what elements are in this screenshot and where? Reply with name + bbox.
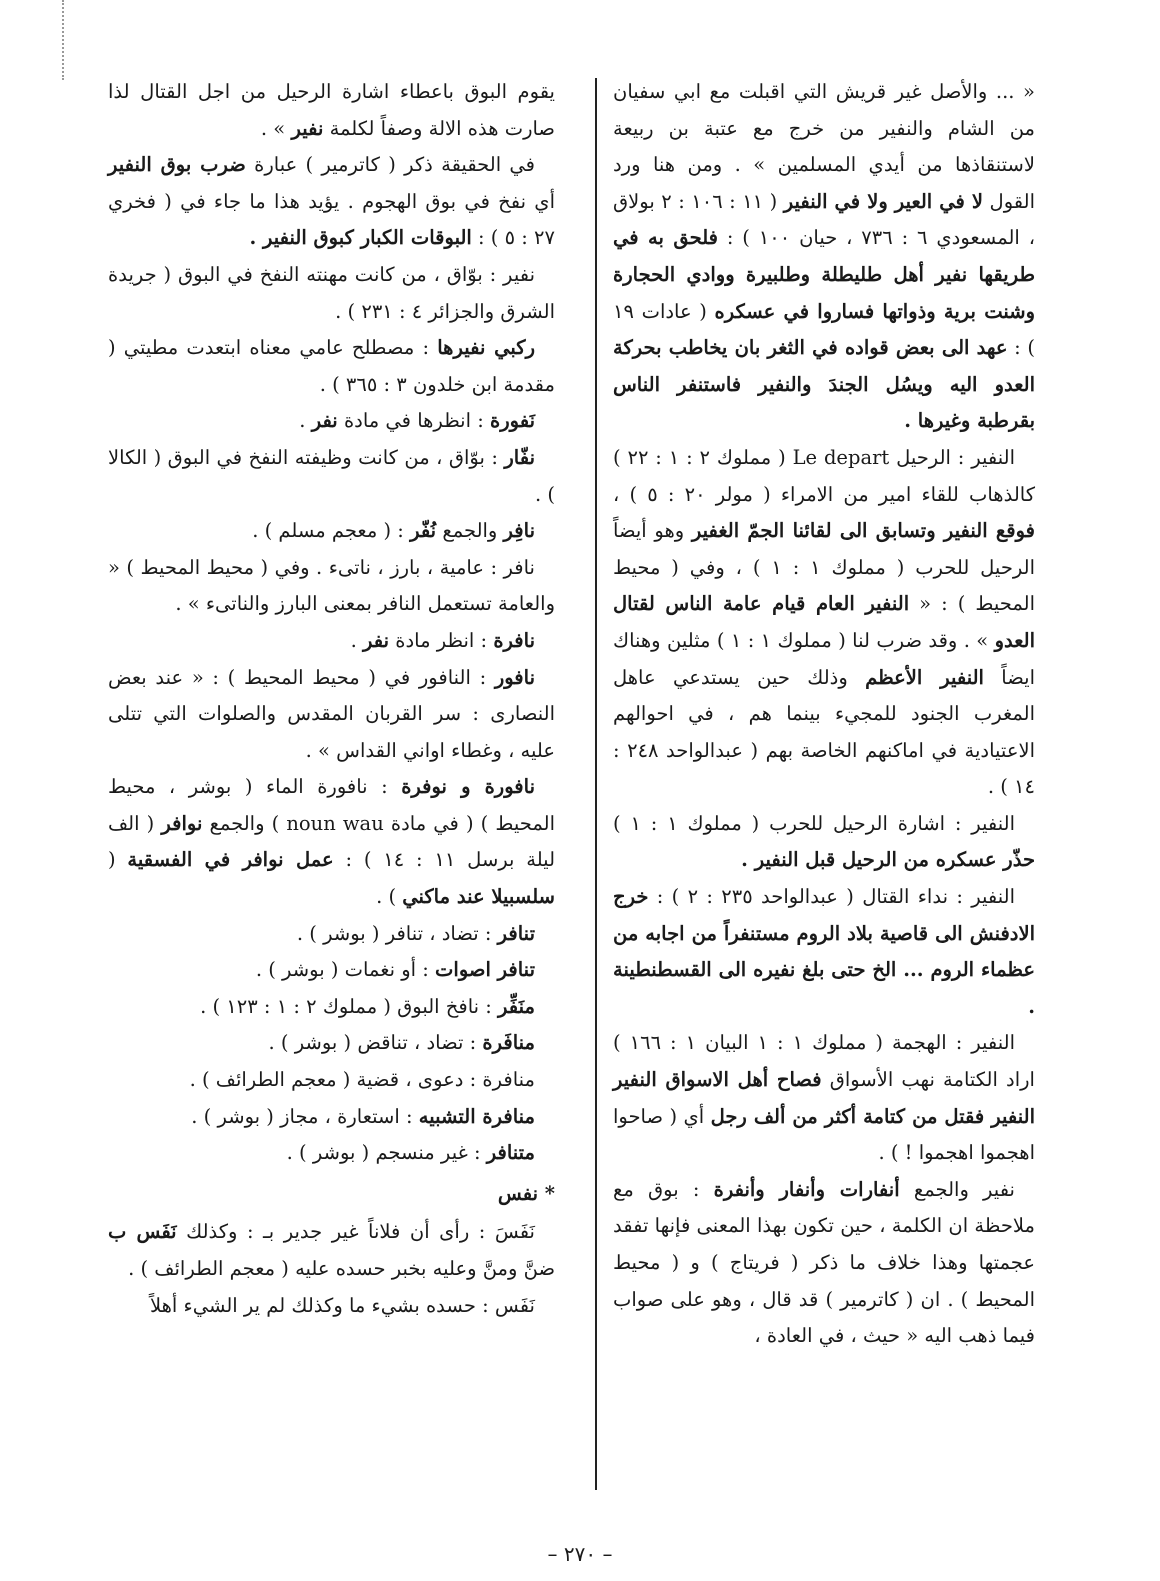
bold-term: ركبي نفيرها bbox=[437, 336, 535, 360]
bold-term: تنافر اصوات bbox=[435, 958, 535, 982]
paragraph bbox=[108, 660, 555, 770]
text-run: : تضاد ، تنافر ( بوشر ) . bbox=[296, 921, 498, 945]
text-run: نَفَس : حسده بشيء ما وكذلك لم ير الشيء أهلاً bbox=[150, 1293, 535, 1317]
paragraph bbox=[108, 1214, 555, 1287]
bold-term: نفر bbox=[363, 628, 390, 652]
text-run: : أو نغمات ( بوشر ) . bbox=[255, 958, 436, 982]
text-run: ( عادات ١٩ ) : bbox=[613, 299, 1035, 360]
text-run: : بوّاق ، من كانت وظيفته النفخ في البوق ( الكالا ) . bbox=[108, 445, 555, 506]
text-run: نفير : بوّاق ، من كانت مهنته النفخ في البوق ( جريدة الشرق والجزائر ٤ : ٢٣١ ) . bbox=[108, 262, 555, 323]
bold-term: نفير bbox=[291, 116, 324, 140]
text-run: : غير منسجم ( بوشر ) . bbox=[286, 1141, 487, 1165]
bold-term: منافرة التشبيه bbox=[418, 1104, 535, 1128]
text-run: أي نفخ في بوق الهجوم . يؤيد هذا ما جاء في ( فخري ٢٧ : ٥ ) : bbox=[108, 189, 555, 250]
paragraph bbox=[613, 1025, 1035, 1171]
bold-term: عمل نوافر في الفسقية bbox=[127, 848, 334, 872]
page-number: – ٢٧٠ – bbox=[547, 1542, 613, 1566]
bold-term: ضرب بوق النفير bbox=[108, 153, 246, 177]
paragraph bbox=[108, 916, 555, 953]
bold-term: فلحق به في طريقها نفير أهل طليطلة وطلبيرة ووادي الحجارة وشنت برية وذواتها فساروا في عسكره bbox=[613, 226, 1035, 323]
text-run: نافر : عامية ، بارز ، ناتىء . وفي ( محيط المحيط ) « والعامة تستعمل النافر بمعنى البارز والناتىء » . bbox=[108, 555, 555, 616]
paragraph bbox=[613, 74, 1035, 440]
text-run: : نافخ البوق ( مملوك ٢ : ١ : ١٢٣ ) . bbox=[200, 994, 499, 1018]
paragraph bbox=[108, 1099, 555, 1136]
column-divider bbox=[595, 78, 597, 1490]
text-run: : النافور في ( محيط المحيط ) : « عند بعض النصارى : سر القربان المقدس والصلوات التي تتلى عليه ، وغطاء اواني القداس » . bbox=[108, 665, 555, 762]
paragraph bbox=[108, 1062, 555, 1099]
bold-term: تنافر bbox=[497, 921, 535, 945]
paragraph bbox=[613, 806, 1035, 879]
text-run: : مصطلح عامي معناه ابتعدت مطيتي ( مقدمة ابن خلدون ٣ : ٣٦٥ ) . bbox=[108, 336, 555, 396]
text-run: ( bbox=[108, 848, 128, 872]
paragraph bbox=[108, 403, 555, 440]
bold-term: متنافر bbox=[486, 1141, 535, 1165]
text-run: ضنَّ ومنَّ وعليه بخبر حسده عليه ( معجم الطرائف ) . bbox=[128, 1257, 555, 1280]
paragraph bbox=[108, 440, 555, 513]
scan-margin-dots bbox=[62, 0, 66, 80]
paragraph bbox=[108, 623, 555, 660]
bold-term: منَفِّر bbox=[498, 994, 535, 1018]
text-run: » . وقد ضرب لنا ( مملوك ١ : ١ ) مثلين وهناك ايضاً bbox=[613, 628, 1035, 689]
paragraph bbox=[613, 879, 1035, 1025]
text-run: ( ١١ : ١٠٦ : ٢ بولاق ، المسعودي ٦ : ٧٣٦ ، حيان ١٠٠ ) : bbox=[613, 189, 1035, 250]
paragraph bbox=[613, 440, 1035, 806]
text-run: : تضاد ، تناقض ( بوشر ) . bbox=[268, 1031, 483, 1055]
text-run: منافرة : دعوى ، قضية ( معجم الطرائف ) . bbox=[189, 1068, 535, 1092]
bold-term: البوقات الكبار كبوق النفير . bbox=[249, 226, 472, 250]
paragraph bbox=[108, 330, 555, 403]
bold-term: نُفّر bbox=[410, 519, 437, 543]
paragraph bbox=[108, 74, 555, 147]
bold-term: أنفارات وأنفار وأنفرة bbox=[713, 1177, 900, 1201]
text-run: ( الف ليلة برسل ١١ : ١٤ ) : bbox=[108, 811, 556, 872]
text-run: نَفَسَ : رأى أن فلاناً غير جدير بـ : وكذلك bbox=[176, 1220, 535, 1244]
paragraph bbox=[108, 513, 555, 550]
paragraph bbox=[613, 1172, 1035, 1355]
bold-term: لا في العير ولا في النفير bbox=[783, 189, 984, 213]
bold-term: سلسبيلا عند ماكني bbox=[402, 885, 555, 909]
text-run: : استعارة ، مجاز ( بوشر ) . bbox=[191, 1104, 419, 1128]
paragraph bbox=[108, 1288, 555, 1325]
bold-term: نفّار bbox=[504, 445, 535, 469]
bold-term: فوقع النفير وتسابق الى لقائنا الجمّ الغفير bbox=[691, 519, 1035, 543]
text-run: وهو أيضاً الرحيل للحرب ( مملوك ١ : ١ ) ، وفي ( محيط المحيط ) : « bbox=[613, 519, 1035, 616]
text-run: يقوم البوق باعطاء اشارة الرحيل من اجل القتال لذا صارت هذه الالة وصفاً لكلمة bbox=[108, 80, 555, 140]
paragraph bbox=[108, 550, 555, 623]
text-run: » . bbox=[260, 116, 292, 140]
bold-term: نَفَس ب bbox=[108, 1220, 177, 1244]
bold-term: نوافر bbox=[161, 811, 203, 835]
bold-term: نافرة bbox=[493, 628, 535, 652]
bold-term: النفير العام قيام عامة الناس لقتال العدو bbox=[613, 592, 1036, 652]
bold-term: نَفورة bbox=[490, 409, 535, 433]
text-run: . bbox=[350, 628, 363, 652]
text-run: النفير : الرحيل Le depart ( مملوك ٢ : ١ : ٢٢ ) كالذهاب للقاء امير من الامراء ( مولر ٢٠ : ٥ ) ، bbox=[613, 445, 1035, 506]
bold-term: نفر bbox=[311, 409, 338, 433]
text-run: : انظرها في مادة bbox=[337, 409, 490, 433]
paragraph bbox=[108, 989, 555, 1026]
bold-term: نافورة و نوفرة bbox=[401, 775, 535, 799]
text-run: والجمع bbox=[436, 519, 504, 543]
text-run: أي ( صاحوا اهجموا اهجموا ! ) . bbox=[613, 1104, 1035, 1165]
left-text-column bbox=[108, 74, 555, 1324]
bold-term: نافور bbox=[494, 665, 535, 689]
text-run: النفير : اشارة الرحيل للحرب ( مملوك ١ : ١ ) bbox=[613, 811, 1016, 835]
paragraph bbox=[108, 1135, 555, 1172]
bold-term: فصاح أهل الاسواق النفير النفير فقتل من كتامة أكثر من ألف رجل bbox=[613, 1068, 1035, 1128]
text-run: : نافورة الماء ( بوشر ، محيط المحيط ) ( في مادة noun wau ) والجمع bbox=[108, 775, 555, 835]
text-run: في الحقيقة ذكر ( كاترمير ) عبارة bbox=[245, 153, 535, 177]
bold-term: نافِر bbox=[503, 519, 535, 543]
bold-term: النفير الأعظم bbox=[865, 665, 984, 689]
paragraph bbox=[108, 1025, 555, 1062]
bold-term: عهد الى بعض قواده في الثغر بان يخاطب بحركة العدو اليه ويسُل الجندَ والنفير فاستنفر الناس بقرطبة وغيرها . bbox=[613, 336, 1035, 433]
text-run: النفير : الهجمة ( مملوك ١ : ١ البيان ١ : ١٦٦ ) اراد الكتامة نهب الأسواق bbox=[613, 1031, 1035, 1092]
text-run: « ... والأصل غير قريش التي اقبلت مع ابي سفيان من الشام والنفير من خرج مع عتبة بن ربيعة لاستنقاذها من أيدي المسلمين » . ومن هنا ورد القول bbox=[613, 80, 1036, 213]
paragraph bbox=[108, 147, 555, 257]
bold-term: خرج الادفنش الى قاصية بلاد الروم مستنفراً من اجابه من عظماء الروم ... الخ حتى بلغ نفيره الى القسطنطينة . bbox=[613, 885, 1035, 1018]
text-run: ) . bbox=[376, 885, 403, 909]
bold-term: * نفس bbox=[497, 1181, 555, 1205]
entry-heading bbox=[108, 1176, 555, 1213]
text-run: النفير : نداء القتال ( عبدالواحد ٢٣٥ : ٢ ) : bbox=[648, 885, 1015, 909]
text-run: نفير والجمع bbox=[899, 1177, 1015, 1201]
paragraph bbox=[108, 769, 555, 915]
text-run: : انظر مادة bbox=[389, 628, 494, 652]
paragraph bbox=[108, 952, 555, 989]
bold-term: منافَرة bbox=[482, 1031, 535, 1055]
right-text-column bbox=[613, 74, 1035, 1355]
text-run: . bbox=[299, 409, 312, 433]
text-run: وذلك حين يستدعي عاهل المغرب الجنود للمجيء بينما هم ، في احوالهم الاعتيادية في اماكنهم الخاصة بهم ( عبدالواحد ٢٤٨ : ١٤ ) . bbox=[613, 665, 1035, 799]
text-run: : بوق مع ملاحظة ان الكلمة ، حين تكون بهذا المعنى فإنها تفقد عجمتها وهذا خلاف ما ذكر ( فريتاج ) و ( محيط المحيط ) . ان ( كاترمير ) قد قال ، وهو على صواب فيما ذهب اليه « حيث ، في العادة ، bbox=[613, 1177, 1035, 1348]
paragraph bbox=[108, 257, 555, 330]
bold-term: حذّر عسكره من الرحيل قبل النفير . bbox=[741, 848, 1035, 872]
text-run: : ( معجم مسلم ) . bbox=[252, 519, 411, 543]
